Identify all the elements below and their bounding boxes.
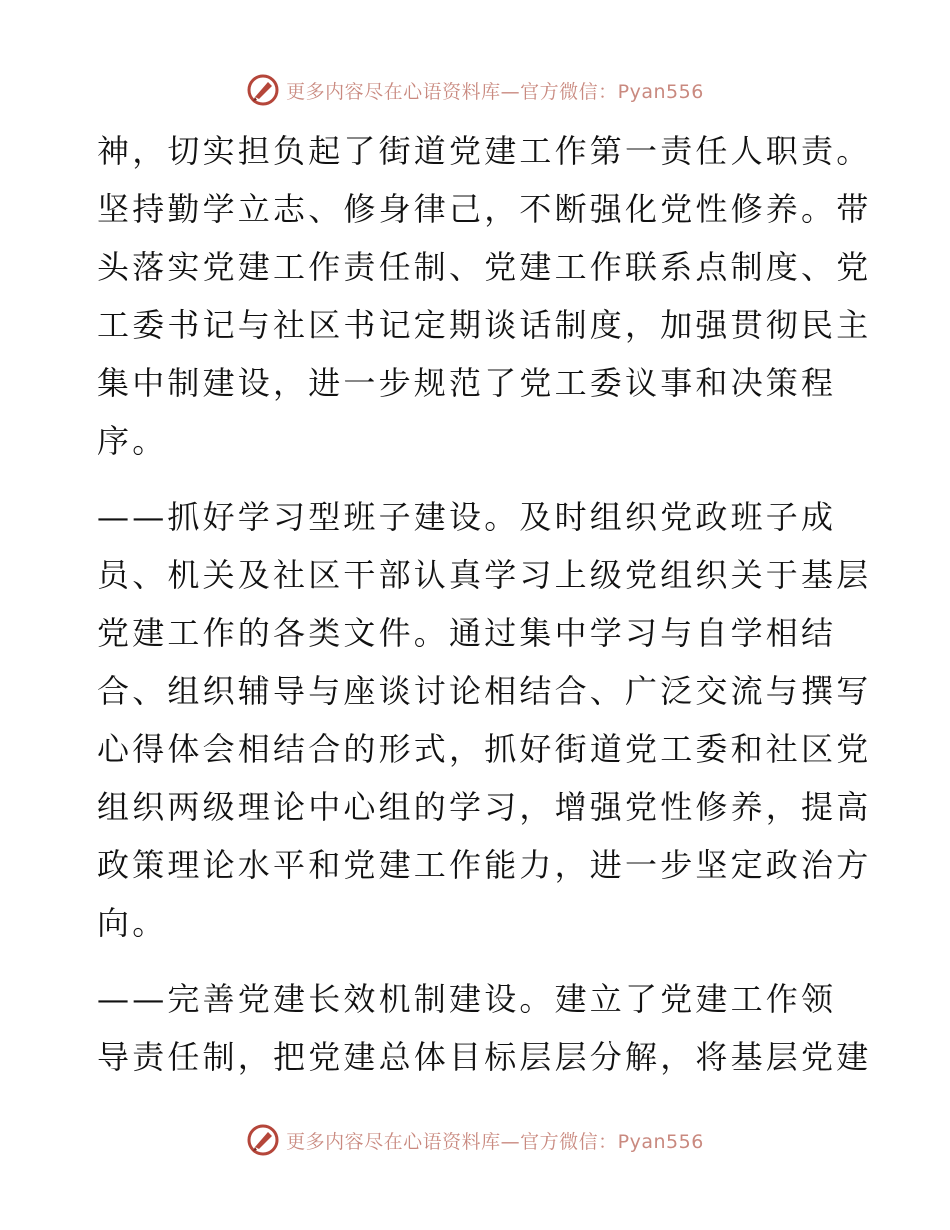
paragraph-gap <box>97 470 857 488</box>
text-line: 合、组织辅导与座谈讨论相结合、广泛交流与撰写 <box>97 672 872 710</box>
text-line: ——抓好学习型班子建设。及时组织党政班子成 <box>97 498 837 536</box>
text-line: 集中制建设，进一步规范了党工委议事和决策程 <box>97 364 837 402</box>
pen-logo-icon <box>246 73 280 107</box>
text-line: 向。 <box>97 904 168 942</box>
header-watermark <box>0 70 950 110</box>
text-line: 头落实党建工作责任制、党建工作联系点制度、党 <box>97 248 872 286</box>
footer-watermark <box>0 1120 950 1160</box>
text-line: 导责任制，把党建总体目标层层分解，将基层党建 <box>97 1038 872 1076</box>
watermark-text: 更多内容尽在心语资料库—官方微信：Pyan556 <box>286 1130 704 1153</box>
text-line: 党建工作的各类文件。通过集中学习与自学相结 <box>97 614 837 652</box>
watermark-text: 更多内容尽在心语资料库—官方微信：Pyan556 <box>286 80 704 103</box>
text-line: 组织两级理论中心组的学习，增强党性修养，提高 <box>97 788 872 826</box>
paragraph <box>97 122 872 470</box>
text-line: 序。 <box>97 422 168 460</box>
text-line: 工委书记与社区书记定期谈话制度，加强贯彻民主 <box>97 306 872 344</box>
text-line: 神，切实担负起了街道党建工作第一责任人职责。 <box>97 132 872 170</box>
pen-logo-icon <box>246 1123 280 1157</box>
text-line: 员、机关及社区干部认真学习上级党组织关于基层 <box>97 556 872 594</box>
document-body <box>97 122 872 1086</box>
paragraph <box>97 970 872 1086</box>
text-line: ——完善党建长效机制建设。建立了党建工作领 <box>97 980 837 1018</box>
text-line: 政策理论水平和党建工作能力，进一步坚定政治方 <box>97 846 872 884</box>
paragraph <box>97 488 872 952</box>
paragraph-gap <box>97 952 857 970</box>
text-line: 坚持勤学立志、修身律己，不断强化党性修养。带 <box>97 190 872 228</box>
text-line: 心得体会相结合的形式，抓好街道党工委和社区党 <box>97 730 872 768</box>
